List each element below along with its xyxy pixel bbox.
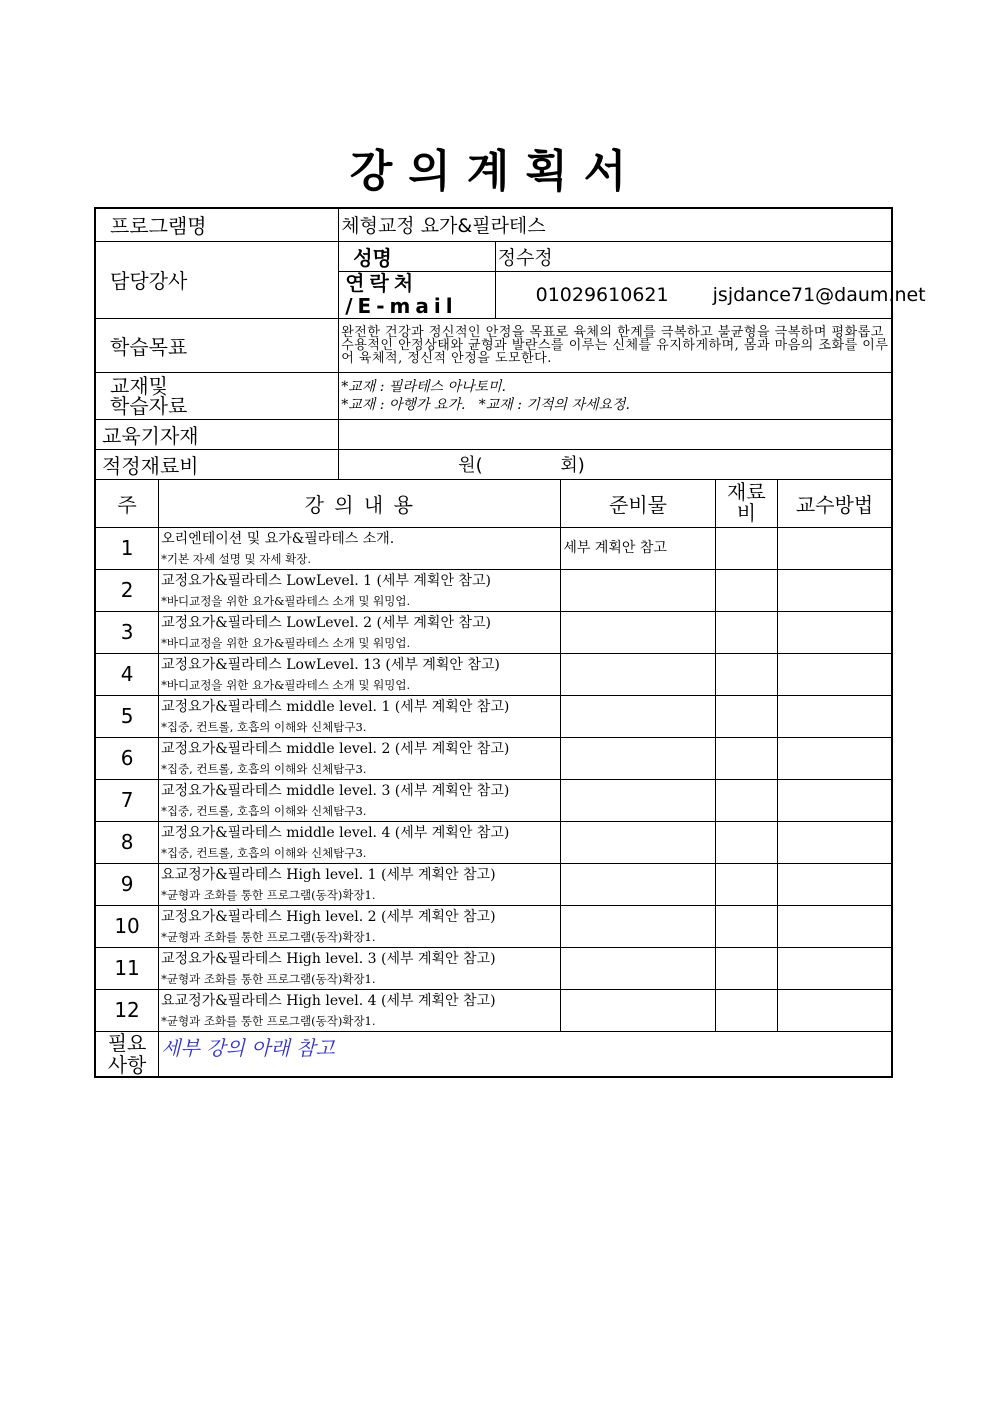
session-fee [715, 527, 778, 569]
session-detail: *집중, 컨트롤, 호흡의 이해와 신체탐구3. [161, 720, 367, 734]
session-title: 교정요가&필라테스 middle level. 4 (세부 계획안 참고) [161, 825, 510, 841]
fee-value [339, 449, 892, 479]
materials-label [95, 372, 339, 419]
session-prep [561, 863, 715, 905]
session-title: 교정요가&필라테스 LowLevel. 1 (세부 계획안 참고) [161, 573, 491, 589]
week-number: 10 [95, 905, 159, 947]
session-method [778, 527, 892, 569]
session-method [778, 821, 892, 863]
session-method [778, 905, 892, 947]
session-title: 요교정가&필라테스 High level. 4 (세부 계획안 참고) [161, 993, 496, 1009]
contact-label [339, 271, 495, 318]
session-fee [715, 989, 778, 1031]
materials-line-1: *교재 : 필라테스 아나토미. [341, 378, 506, 395]
session-fee [715, 779, 778, 821]
session-fee [715, 737, 778, 779]
table-row [95, 569, 892, 611]
week-number: 3 [95, 611, 159, 653]
table-row [95, 527, 892, 569]
requirements-value: 세부 강의 아래 참고 [159, 1031, 892, 1077]
session-title: 요교정가&필라테스 High level. 1 (세부 계획안 참고) [161, 867, 496, 883]
content-header: 강 의 내 용 [159, 479, 561, 527]
table-row [95, 611, 892, 653]
week-number: 4 [95, 653, 159, 695]
equipment-value [339, 419, 892, 449]
session-detail: *균형과 조화를 통한 프로그램(동작)확장1. [161, 930, 376, 944]
materials-label-2: 학습자료 [110, 393, 188, 418]
week-header: 주 [95, 479, 159, 527]
session-prep [561, 779, 715, 821]
session-method [778, 863, 892, 905]
session-detail: *집중, 컨트롤, 호흡의 이해와 신체탐구3. [161, 846, 367, 860]
table-row [95, 737, 892, 779]
fee-label: 적정재료비 [95, 449, 339, 479]
method-header: 교수방법 [778, 479, 892, 527]
fee-unit-won: 원( [458, 455, 483, 476]
name-label: 성명 [339, 241, 495, 271]
requirements-label-1: 필요 [107, 1030, 147, 1055]
session-title: 교정요가&필라테스 LowLevel. 2 (세부 계획안 참고) [161, 615, 491, 631]
contact-label-1: 연락처 [345, 270, 419, 295]
equipment-label: 교육기자재 [95, 419, 339, 449]
session-prep [561, 611, 715, 653]
fee-header-1: 재료 [727, 480, 766, 504]
session-title: 교정요가&필라테스 High level. 2 (세부 계획안 참고) [161, 909, 496, 925]
materials-text [339, 372, 892, 419]
session-fee [715, 863, 778, 905]
session-method [778, 653, 892, 695]
contact-value [495, 271, 926, 318]
week-number: 1 [95, 527, 159, 569]
materials-line-2: *교재 : 아행가 요가. *교재 : 기적의 자세요정. [341, 396, 631, 413]
requirements-label [95, 1031, 159, 1077]
session-detail: *집중, 컨트롤, 호흡의 이해와 신체탐구3. [161, 804, 367, 818]
table-row [95, 653, 892, 695]
instructor-name: 정수정 [495, 241, 892, 271]
session-detail: *균형과 조화를 통한 프로그램(동작)확장1. [161, 1014, 376, 1028]
week-number: 11 [95, 947, 159, 989]
fee-unit-times: 회) [560, 455, 585, 476]
session-fee [715, 695, 778, 737]
session-detail: *집중, 컨트롤, 호흡의 이해와 신체탐구3. [161, 762, 367, 776]
session-title: 교정요가&필라테스 middle level. 1 (세부 계획안 참고) [161, 699, 510, 715]
lecture-plan-table [94, 207, 926, 1078]
session-fee [715, 821, 778, 863]
session-prep [561, 569, 715, 611]
table-row [95, 779, 892, 821]
session-detail: *바디교정을 위한 요가&필라테스 소개 및 워밍업. [161, 636, 411, 650]
fee-header [715, 479, 778, 527]
session-fee [715, 569, 778, 611]
table-row [95, 863, 892, 905]
session-detail: *균형과 조화를 통한 프로그램(동작)확장1. [161, 972, 376, 986]
session-prep [561, 737, 715, 779]
session-fee [715, 653, 778, 695]
program-label: 프로그램명 [95, 208, 339, 241]
session-title: 교정요가&필라테스 middle level. 2 (세부 계획안 참고) [161, 741, 510, 757]
session-method [778, 947, 892, 989]
session-prep [561, 947, 715, 989]
session-title: 교정요가&필라테스 middle level. 3 (세부 계획안 참고) [161, 783, 510, 799]
table-row [95, 947, 892, 989]
fee-header-2: 비 [736, 501, 757, 525]
phone: 01029610621 [535, 283, 669, 306]
table-row [95, 989, 892, 1031]
week-number: 6 [95, 737, 159, 779]
session-title: 오리엔테이션 및 요가&필라테스 소개. [161, 531, 395, 547]
session-fee [715, 947, 778, 989]
session-detail: *균형과 조화를 통한 프로그램(동작)확장1. [161, 888, 376, 902]
session-prep [561, 695, 715, 737]
table-row [95, 821, 892, 863]
session-title: 교정요가&필라테스 LowLevel. 13 (세부 계획안 참고) [161, 657, 500, 673]
week-number: 8 [95, 821, 159, 863]
session-prep [561, 989, 715, 1031]
program-value: 체형교정 요가&필라테스 [339, 208, 892, 241]
session-method [778, 695, 892, 737]
goal-label: 학습목표 [95, 318, 339, 372]
session-prep [561, 653, 715, 695]
session-prep [561, 905, 715, 947]
email: jsjdance71@daum.net [712, 283, 926, 306]
session-detail: *바디교정을 위한 요가&필라테스 소개 및 워밍업. [161, 678, 411, 692]
materials-label-1: 교재및 [110, 373, 168, 398]
session-method [778, 989, 892, 1031]
session-method [778, 611, 892, 653]
session-method [778, 737, 892, 779]
instructor-label: 담당강사 [95, 241, 339, 318]
page-title: 강의계획서 [349, 146, 643, 197]
contact-label-2: /E-mail [345, 293, 458, 318]
table-row [95, 695, 892, 737]
session-prep: 세부 계획안 참고 [561, 527, 715, 569]
session-prep [561, 821, 715, 863]
week-number: 12 [95, 989, 159, 1031]
week-number: 2 [95, 569, 159, 611]
session-fee [715, 611, 778, 653]
requirements-label-2: 사항 [107, 1052, 147, 1077]
session-method [778, 569, 892, 611]
session-detail: *바디교정을 위한 요가&필라테스 소개 및 워밍업. [161, 594, 411, 608]
session-title: 교정요가&필라테스 High level. 3 (세부 계획안 참고) [161, 951, 496, 967]
week-number: 9 [95, 863, 159, 905]
goal-text: 완전한 건강과 정신적인 안정을 목표로 육체의 한계를 극복하고 불균형을 극복하며 평화롭고 수용적인 안정상태와 균형과 발란스를 이루는 신체를 유지하게하며, 몸과 마음의 조화를 이루어 육체적, 정신적 안정을 도모한다. [339, 318, 892, 372]
week-number: 5 [95, 695, 159, 737]
session-fee [715, 905, 778, 947]
session-method [778, 779, 892, 821]
table-row [95, 905, 892, 947]
week-number: 7 [95, 779, 159, 821]
session-detail: *기본 자세 설명 및 자세 확장. [161, 552, 312, 566]
prep-header: 준비물 [561, 479, 715, 527]
